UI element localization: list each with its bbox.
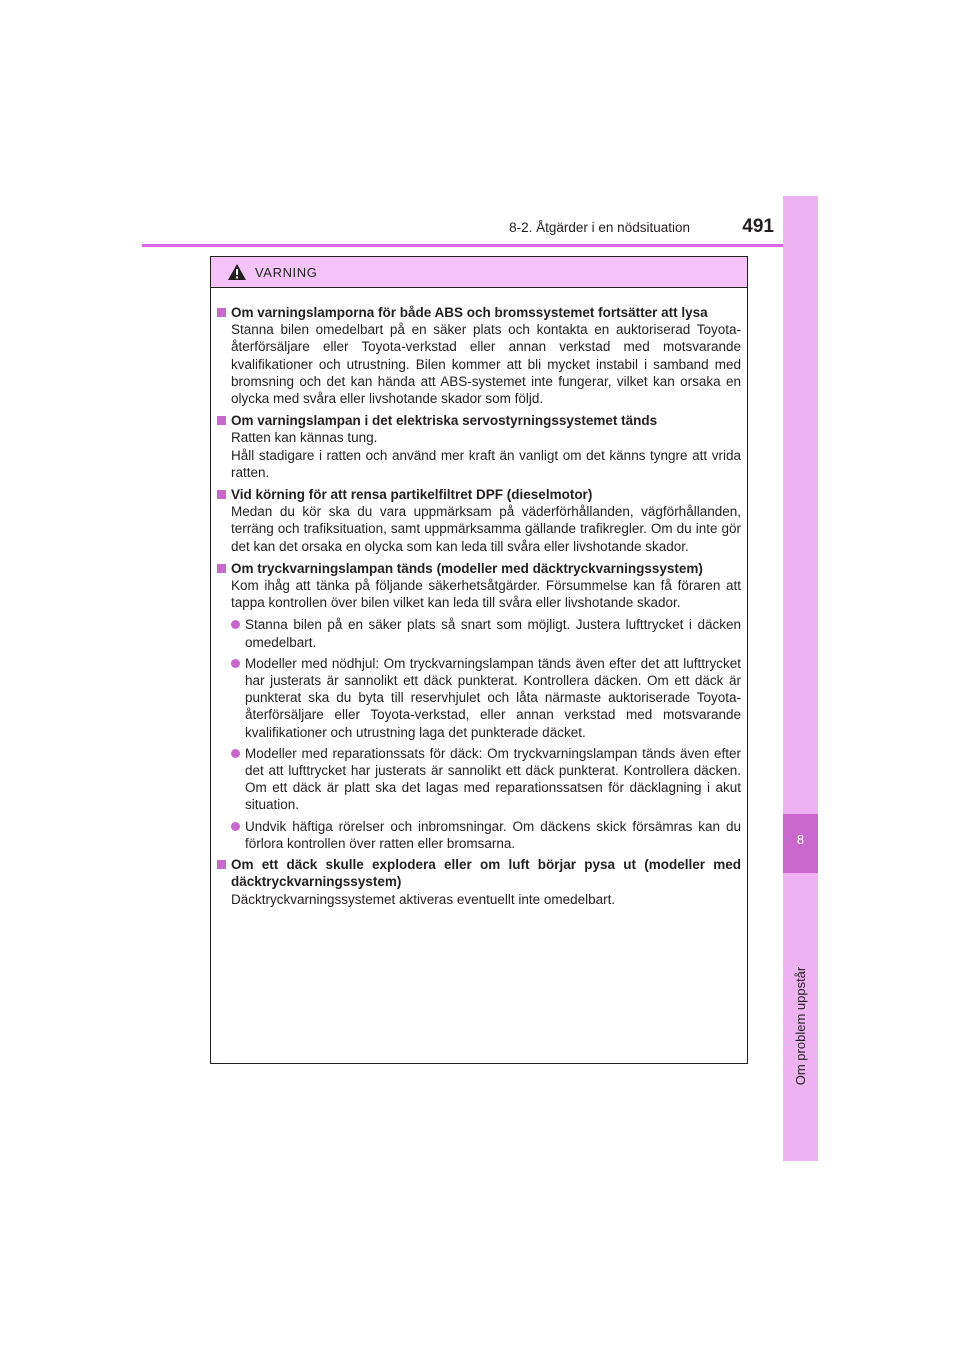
warning-triangle-icon	[227, 263, 247, 281]
warning-heading: VARNING	[255, 264, 318, 280]
square-bullet-icon	[217, 416, 226, 425]
round-bullet-icon	[231, 659, 240, 668]
warning-item-text: Ratten kan kännas tung.	[231, 430, 378, 446]
square-bullet-icon	[217, 490, 226, 499]
chapter-label-text: Om problem uppstår	[792, 966, 808, 1086]
warning-item-text: Håll stadigare i ratten och använd mer kraft än vanligt om det känns tyngre att vrida ratten.	[231, 447, 741, 480]
square-bullet-icon	[217, 308, 226, 317]
chapter-label	[790, 966, 810, 1086]
warning-item-text: Stanna bilen omedelbart på en säker plats och kontakta en auktoriserad Toyota-återförsäljare eller Toyota-verkstad eller annan verkstad med motsvarande kvalifikationer och utrustning. Bilen kommer att bli mycket instabil i samband med bromsning och det kan hända att ABS-systemet inte fungerar, vilket kan orsaka en olycka med svåra eller livshotande skador som följd.	[231, 322, 741, 407]
chapter-number: 8	[796, 832, 805, 847]
list-item-text: Modeller med reparationssats för däck: Om tryckvarningslampan tänds även efter det att lufttrycket har justerats är sannolikt ett däck punkterat. Kontrollera däcken. Om ett däck är platt ska det lagas med reparationssatsen för däcklagning i akut situation.	[245, 745, 741, 813]
warning-item-title	[217, 856, 741, 890]
warning-item-text: Däcktryckvarningssystemet aktiveras eventuellt inte omedelbart.	[231, 891, 616, 907]
round-bullet-icon	[231, 749, 240, 758]
warning-item-title	[217, 560, 741, 577]
warning-item-text: Kom ihåg att tänka på följande säkerhetsåtgärder. Försummelse kan få föraren att tappa kontrollen över bilen vilket kan leda till svåra eller livshotande skador.	[231, 578, 741, 611]
warning-box	[210, 256, 748, 1064]
warning-item-title	[217, 486, 741, 503]
round-bullet-icon	[231, 822, 240, 831]
list-item	[231, 655, 741, 741]
warning-item-text: Medan du kör ska du vara uppmärksam på väderförhållanden, vägförhållanden, terräng och trafiksituation, samt uppmärksamma gällande trafikregler. Om du inte gör det kan det orsaka en olycka som kan leda till svåra eller livshotande skador.	[231, 504, 741, 554]
header-divider	[142, 244, 818, 247]
item-title-text: Om varningslampan i det elektriska servostyrningssystemet tänds	[231, 413, 658, 429]
section-title: 8-2. Åtgärder i en nödsituation	[509, 220, 690, 235]
item-title-text: Vid körning för att rensa partikelfiltret DPF (dieselmotor)	[231, 487, 593, 503]
item-title-text: Om ett däck skulle explodera eller om luft börjar pysa ut (modeller med däcktryckvarningssystem)	[231, 857, 741, 890]
list-item-text: Stanna bilen på en säker plats så snart som möjligt. Justera lufttrycket i däcken omedelbart.	[245, 617, 741, 650]
list-item	[231, 616, 741, 650]
warning-item-title	[217, 412, 741, 429]
list-item-text: Modeller med nödhjul: Om tryckvarningslampan tänds även efter det att lufttrycket har justerats är sannolikt ett däck punkterat. Kontrollera däcken. Om ett däck är punkterat ska du byta till reservhjulet och låta närmaste auktoriserade Toyota-återförsäljare eller Toyota-verkstad, eller annan verkstad med motsvarande kvalifikationer och utrustning laga det punkterade däcket.	[245, 655, 741, 740]
warning-item-title	[217, 304, 741, 321]
warning-body	[211, 288, 747, 908]
square-bullet-icon	[217, 860, 226, 869]
warning-header	[211, 257, 747, 288]
page-number: 491	[742, 216, 774, 237]
round-bullet-icon	[231, 620, 240, 629]
item-title-text: Om tryckvarningslampan tänds (modeller med däcktryckvarningssystem)	[231, 560, 703, 576]
list-item	[231, 745, 741, 814]
square-bullet-icon	[217, 564, 226, 573]
list-item	[231, 818, 741, 852]
list-item-text: Undvik häftiga rörelser och inbromsningar. Om däckens skick försämras kan du förlora kontrollen över ratten eller bromsarna.	[245, 818, 741, 851]
item-title-text: Om varningslamporna för både ABS och bromssystemet fortsätter att lysa	[231, 305, 708, 320]
